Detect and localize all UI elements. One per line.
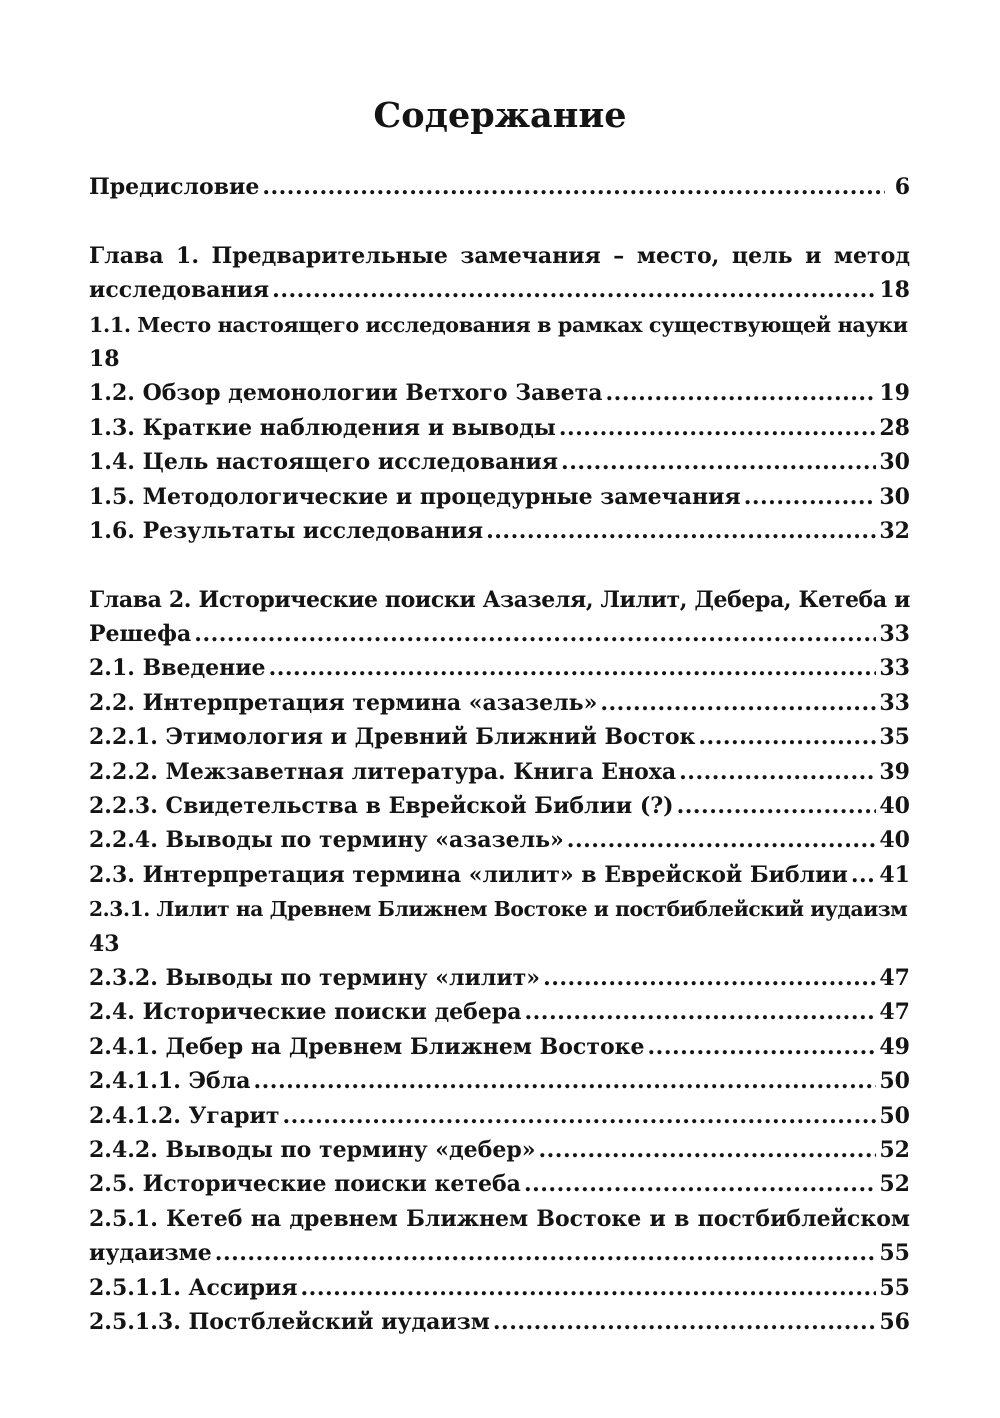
toc-entry-2-2-4[interactable] (89, 823, 910, 857)
toc-page-number: 32 (879, 517, 910, 544)
toc-entry-1-4[interactable] (89, 445, 910, 479)
toc-entry-title: 2.2. Интерпретация термина «азазель» (89, 689, 598, 716)
toc-entry-title: 2.2.1. Этимология и Древний Ближний Восток (89, 724, 696, 751)
toc-page-number: 35 (879, 724, 910, 751)
dot-leader (524, 995, 876, 1029)
toc-entry-title: 2.4. Исторические поиски дебера (89, 999, 522, 1026)
toc-chapter-1-heading[interactable]: Глава 1. Предварительные замечания – место, цель и метод (89, 242, 910, 269)
toc-chapter-2-heading[interactable]: Глава 2. Исторические поиски Азазеля, Лилит, Дебера, Кетеба и (89, 586, 910, 613)
dot-leader (677, 789, 877, 823)
toc-entry-2-2-2[interactable] (89, 755, 910, 789)
toc-page-number: 6 (894, 174, 910, 200)
toc-page-number: 28 (879, 414, 910, 441)
dot-leader (606, 376, 877, 410)
dot-leader (282, 1099, 876, 1133)
toc-entry-title: Решефа (89, 621, 192, 648)
toc-entry-title: 2.5.1.3. Постблейский иудаизм (89, 1308, 490, 1335)
toc-page-number: 49 (879, 1033, 910, 1060)
toc-entry-title: 2.3.2. Выводы по термину «лилит» (89, 964, 541, 991)
toc-page-number: 50 (879, 1068, 910, 1095)
toc-entry-title: 1.6. Результаты исследования (89, 517, 484, 544)
toc-entry-chapter-2[interactable] (89, 617, 910, 651)
toc-page-number: 55 (879, 1274, 910, 1301)
dot-leader (194, 617, 876, 651)
toc-entry-title: 1.4. Цель настоящего исследования (89, 449, 559, 476)
toc-page-number: 41 (879, 861, 910, 888)
toc-entry-title: 1.2. Обзор демонологии Ветхого Завета (89, 380, 603, 407)
toc-page-number: 19 (879, 380, 910, 407)
toc-entry-2-4-2[interactable] (89, 1133, 910, 1167)
toc-entry-1-6[interactable] (89, 514, 910, 548)
toc-entry-chapter-1[interactable] (89, 273, 910, 307)
toc-entry-2-3[interactable] (89, 858, 910, 892)
toc-entry-title: 2.4.1.1. Эбла (89, 1068, 251, 1095)
toc-entry-preface[interactable] (89, 170, 910, 204)
toc-page-number: 47 (879, 999, 910, 1026)
toc-entry-title: 2.2.4. Выводы по термину «азазель» (89, 827, 564, 854)
toc-page-number: 55 (879, 1240, 910, 1267)
dot-leader (272, 273, 876, 307)
dot-leader (600, 686, 876, 720)
toc-entry-2-4-1[interactable] (89, 1030, 910, 1064)
toc-page-number: 33 (879, 655, 910, 682)
dot-leader (561, 445, 876, 479)
toc-entry-title: 2.4.1.2. Угарит (89, 1102, 280, 1129)
toc-page-number: 47 (879, 964, 910, 991)
toc-page-number: 52 (879, 1136, 910, 1163)
toc-page-number: 30 (879, 483, 910, 510)
toc-page-number: 50 (879, 1102, 910, 1129)
toc-entry-2-3-1[interactable]: 2.3.1. Лилит на Древнем Ближнем Востоке и постбиблейский иудаизм (89, 897, 908, 922)
toc-page-number-2-3-1: 43 (89, 930, 120, 957)
toc-entry-1-3[interactable] (89, 411, 910, 445)
toc-page-number: 40 (879, 827, 910, 854)
spacer (89, 204, 910, 238)
toc-entry-1-2[interactable] (89, 376, 910, 410)
dot-leader (679, 755, 876, 789)
toc-entry-title: 2.4.1. Дебер на Древнем Ближнем Востоке (89, 1033, 645, 1060)
toc-page-number: 33 (879, 621, 910, 648)
dot-leader (301, 1271, 877, 1305)
toc-entry-1-1[interactable]: 1.1. Место настоящего исследования в рамках существующей науки (89, 312, 908, 337)
toc-entry-title: 2.5. Исторические поиски кетеба (89, 1171, 521, 1198)
toc-entry-title: 1.5. Методологические и процедурные замечания (89, 483, 741, 510)
toc-entry-2-2[interactable] (89, 686, 910, 720)
toc-entry-2-5-1-heading[interactable]: 2.5.1. Кетеб на древнем Ближнем Востоке и в постбиблейском (89, 1205, 910, 1232)
toc-entry-2-4-1-1[interactable] (89, 1064, 910, 1098)
dot-leader (744, 480, 877, 514)
toc-entry-title: 2.3. Интерпретация термина «лилит» в Еврейской Библии (89, 861, 848, 888)
toc-page-number: 18 (879, 277, 910, 304)
dot-leader (269, 651, 877, 685)
dot-leader (698, 720, 876, 754)
dot-leader (253, 1064, 876, 1098)
table-of-contents (89, 170, 910, 1339)
dot-leader (543, 961, 876, 995)
toc-entry-2-1[interactable] (89, 651, 910, 685)
dot-leader (648, 1030, 877, 1064)
toc-entry-title: Предисловие (89, 174, 260, 200)
dot-leader (486, 514, 876, 548)
toc-entry-title: исследования (89, 277, 270, 304)
toc-entry-2-4[interactable] (89, 995, 910, 1029)
toc-entry-title: иудаизме (89, 1240, 212, 1267)
toc-page-number: 39 (879, 758, 910, 785)
toc-page-number-1-1: 18 (89, 345, 120, 372)
toc-entry-2-2-3[interactable] (89, 789, 910, 823)
dot-leader (524, 1167, 876, 1201)
toc-entry-2-3-2[interactable] (89, 961, 910, 995)
spacer (89, 548, 910, 582)
dot-leader (567, 823, 877, 857)
toc-entry-title: 1.3. Краткие наблюдения и выводы (89, 414, 556, 441)
toc-entry-1-5[interactable] (89, 480, 910, 514)
dot-leader (851, 858, 877, 892)
toc-entry-title: 2.5.1.1. Ассирия (89, 1274, 298, 1301)
toc-page-number: 30 (879, 449, 910, 476)
toc-entry-2-4-1-2[interactable] (89, 1099, 910, 1133)
dot-leader (559, 411, 877, 445)
dot-leader (538, 1133, 876, 1167)
toc-entry-title: 2.2.2. Межзаветная литература. Книга Еноха (89, 758, 677, 785)
toc-entry-2-5-1-1[interactable] (89, 1271, 910, 1305)
toc-entry-2-5[interactable] (89, 1167, 910, 1201)
toc-page-number: 40 (879, 793, 910, 820)
toc-page-number: 56 (879, 1308, 910, 1335)
toc-entry-2-5-1-3[interactable] (89, 1305, 910, 1339)
dot-leader (215, 1236, 877, 1270)
dot-leader (262, 170, 885, 204)
toc-page-number: 33 (879, 689, 910, 716)
toc-entry-2-2-1[interactable] (89, 720, 910, 754)
toc-entry-2-5-1[interactable] (89, 1236, 910, 1270)
toc-page-number: 52 (879, 1171, 910, 1198)
toc-entry-title: 2.2.3. Свидетельства в Еврейской Библии (?) (89, 793, 674, 820)
dot-leader (493, 1305, 877, 1339)
toc-entry-title: 2.4.2. Выводы по термину «дебер» (89, 1136, 536, 1163)
toc-entry-title: 2.1. Введение (89, 655, 266, 682)
page-title: Содержание (373, 95, 627, 136)
